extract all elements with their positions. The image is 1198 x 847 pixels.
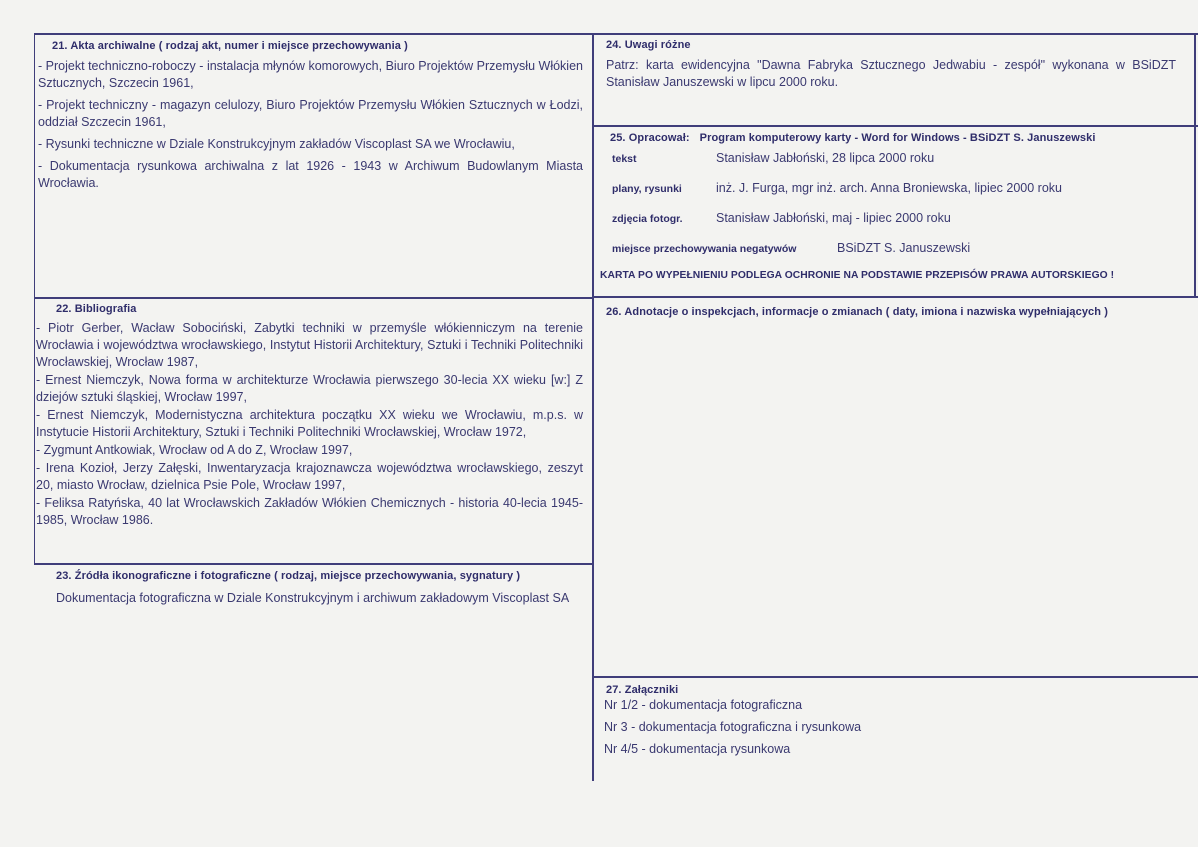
list-item: - Irena Kozioł, Jerzy Załęski, Inwentaryzacja krajoznawcza województwa wrocławskiego, zeszyt 20, miasto Wrocław, dzielnica Psie Pole, Wrocław 1997,	[36, 461, 583, 492]
list-item: - Ernest Niemczyk, Nowa forma w architekturze Wrocławia pierwszego 30-lecia XX wieku [w:] Z dziejów sztuki śląskiej, Wrocław 1997,	[36, 373, 583, 404]
author-row-value: inż. J. Furga, mgr inż. arch. Anna Broniewska, lipiec 2000 roku	[716, 181, 1062, 195]
list-item: - Ernest Niemczyk, Modernistyczna architektura początku XX wieku we Wrocławiu, m.p.s. w Instytucie Historii Architektury, Sztuki i Techniki Politechniki Wrocławskiej, Wrocław 1972,	[36, 408, 583, 439]
author-row-photos	[598, 210, 1188, 227]
author-row-text	[598, 150, 1188, 167]
section-27-attachments	[604, 684, 1189, 763]
section-21-title: 21. Akta archiwalne ( rodzaj akt, numer i miejsce przechowywania )	[52, 40, 408, 52]
right-edge-line	[1194, 33, 1196, 298]
section-24-remarks	[606, 39, 1176, 91]
section-21-archival-records	[38, 40, 583, 197]
remarks-text: Patrz: karta ewidencyjna "Dawna Fabryka Sztucznego Jedwabiu - zespół" wykonana w BSiDZT Stanisław Januszewski w lipcu 2000 roku.	[606, 58, 1176, 89]
divider-26-27	[593, 676, 1198, 678]
copyright-notice: KARTA PO WYPEŁNIENIU PODLEGA OCHRONIE NA PODSTAWIE PRZEPISÓW PRAWA AUTORSKIEGO !	[600, 270, 1115, 281]
author-row-label: zdjęcia fotogr.	[612, 213, 683, 225]
section-25-title: 25. Opracował:	[610, 132, 690, 144]
section-22-bibliography	[36, 303, 583, 530]
list-item: - Projekt techniczny - magazyn celulozy, Biuro Projektów Przemysłu Włókien Sztucznych w Łodzi, oddział Szczecin 1961,	[38, 98, 583, 129]
section-24-title: 24. Uwagi różne	[606, 39, 691, 51]
list-item: - Rysunki techniczne w Dziale Konstrukcyjnym zakładów Viscoplast SA we Wrocławiu,	[38, 137, 515, 151]
negatives-storage-value: BSiDZT S. Januszewski	[837, 241, 971, 255]
negatives-storage-label: miejsce przechowywania negatywów	[612, 243, 797, 255]
attachments-list	[604, 697, 1189, 758]
left-border-line	[34, 33, 35, 564]
list-item: - Zygmunt Antkowiak, Wrocław od A do Z, Wrocław 1997,	[36, 443, 353, 457]
section-26-title: 26. Adnotacje o inspekcjach, informacje o zmianach ( daty, imiona i nazwiska wypełniających )	[606, 306, 1109, 318]
author-row-plans	[598, 180, 1188, 197]
list-item: - Dokumentacja rysunkowa archiwalna z lat 1926 - 1943 w Archiwum Budowlanym Miasta Wrocławia.	[38, 159, 583, 190]
section-25-prepared-by	[598, 132, 1188, 281]
author-row-label: tekst	[612, 153, 637, 165]
author-row-value: Stanisław Jabłoński, maj - lipiec 2000 roku	[716, 211, 951, 225]
author-row-label: plany, rysunki	[612, 183, 682, 195]
section-27-title: 27. Załączniki	[606, 684, 679, 696]
bibliography-list	[36, 320, 583, 529]
divider-21-22	[34, 297, 593, 299]
iconographic-sources-text: Dokumentacja fotograficzna w Dziale Konstrukcyjnym i archiwum zakładowym Viscoplast SA	[56, 591, 570, 605]
list-item: Nr 4/5 - dokumentacja rysunkowa	[604, 742, 791, 756]
section-26-inspection-notes	[606, 306, 1191, 318]
section-23-title: 23. Źródła ikonograficzne i fotograficzne ( rodzaj, miejsce przechowywania, sygnatury )	[56, 570, 521, 582]
list-item: - Feliksa Ratyńska, 40 lat Wrocławskich Zakładów Włókien Chemicznych - historia 40-lecia 1945-1985, Wrocław 1986.	[36, 496, 583, 527]
archival-records-list	[38, 58, 583, 192]
negatives-storage-row	[598, 240, 1188, 257]
list-item: Nr 1/2 - dokumentacja fotograficzna	[604, 698, 803, 712]
top-border-line	[34, 33, 1198, 35]
list-item: Nr 3 - dokumentacja fotograficzna i rysunkowa	[604, 720, 862, 734]
divider-22-23	[34, 563, 593, 565]
program-info: Program komputerowy karty - Word for Windows - BSiDZT S. Januszewski	[699, 132, 1096, 144]
section-22-title: 22. Bibliografia	[56, 303, 137, 315]
center-divider-line	[592, 33, 594, 781]
list-item: - Piotr Gerber, Wacław Sobociński, Zabytki techniki w przemyśle włókienniczym na terenie Wrocławia i województwa wrocławskiego, Instytut Historii Architektury, Sztuki i Techniki Politechniki Wrocławskiej, Wrocław 1987,	[36, 321, 583, 369]
author-row-value: Stanisław Jabłoński, 28 lipca 2000 roku	[716, 151, 935, 165]
list-item: - Projekt techniczno-roboczy - instalacja młynów komorowych, Biuro Projektów Przemysłu Włókien Sztucznych, Szczecin 1961,	[38, 59, 583, 90]
divider-24-25	[593, 125, 1198, 127]
section-23-iconographic-sources	[56, 570, 583, 607]
divider-25-26	[593, 296, 1198, 298]
